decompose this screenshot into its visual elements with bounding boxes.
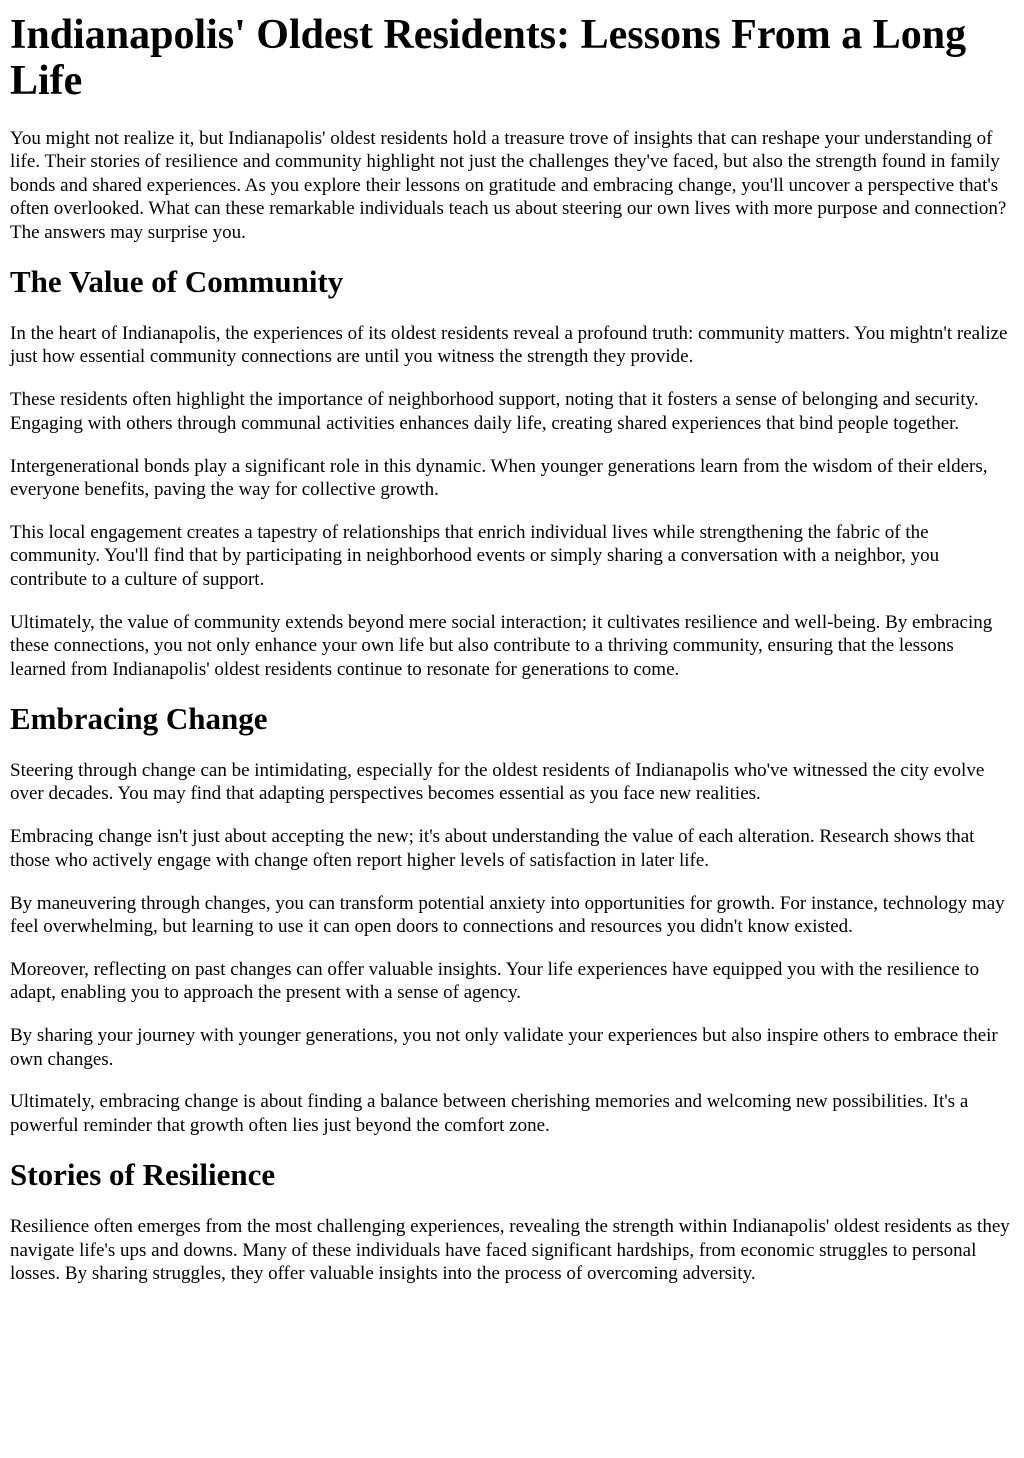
paragraph: Resilience often emerges from the most challenging experiences, revealing the strength within Indianapolis' oldest residents as they navigate life's ups and downs. Many of these individuals have faced significant hardships, from economic struggles to personal losses. By sharing struggles, they offer valuable insights into the process of overcoming adversity. bbox=[10, 1216, 1010, 1285]
paragraph: Moreover, reflecting on past changes can offer valuable insights. Your life experiences have equipped you with the resilience to adapt, enabling you to approach the present with a sense of agency. bbox=[10, 958, 980, 1004]
section-embracing-change bbox=[10, 701, 1014, 1137]
paragraph: By maneuvering through changes, you can transform potential anxiety into opportunities for growth. For instance, technology may feel overwhelming, but learning to use it can open doors to connections and resources you didn't know existed. bbox=[10, 892, 1005, 937]
paragraph: Intergenerational bonds play a significant role in this dynamic. When younger generations learn from the wisdom of their elders, everyone benefits, paving the way for collective growth. bbox=[10, 455, 988, 501]
section-value-of-community bbox=[10, 264, 1014, 681]
paragraph: Embracing change isn't just about accepting the new; it's about understanding the value of each alteration. Research shows that those who actively engage with change often report higher levels of satisfaction in later life. bbox=[10, 826, 975, 871]
paragraph: Steering through change can be intimidating, especially for the oldest residents of Indianapolis who've witnessed the city evolve over decades. You may find that adapting perspectives becomes essential as you face new realities. bbox=[10, 759, 985, 805]
paragraph: By sharing your journey with younger generations, you not only validate your experiences but also inspire others to embrace their own changes. bbox=[10, 1025, 998, 1070]
paragraph: Ultimately, embracing change is about finding a balance between cherishing memories and welcoming new possibilities. It's a powerful reminder that growth often lies just beyond the comfort zone. bbox=[10, 1091, 969, 1136]
article bbox=[0, 12, 1024, 1286]
section-heading: Stories of Resilience bbox=[10, 1157, 276, 1193]
paragraph: These residents often highlight the importance of neighborhood support, noting that it fosters a sense of belonging and security. Engaging with others through communal activities enhances daily life, creating shared experiences that bind people together. bbox=[10, 389, 979, 434]
section-heading: The Value of Community bbox=[10, 264, 344, 300]
section-stories-of-resilience bbox=[10, 1157, 1014, 1285]
paragraph: This local engagement creates a tapestry of relationships that enrich individual lives while strengthening the fabric of the community. You'll find that by participating in neighborhood events or simply sharing a conversation with a neighbor, you contribute to a culture of support. bbox=[10, 521, 940, 590]
article-title: Indianapolis' Oldest Residents: Lessons From a Long Life bbox=[10, 12, 967, 104]
paragraph: In the heart of Indianapolis, the experiences of its oldest residents reveal a profound truth: community matters. You mightn't realize just how essential community connections are until you witness the strength they provide. bbox=[10, 323, 1008, 368]
section-heading: Embracing Change bbox=[10, 700, 268, 736]
paragraph: Ultimately, the value of community extends beyond mere social interaction; it cultivates resilience and well-being. By embracing these connections, you not only enhance your own life but also contribute to a thriving community, ensuring that the lessons learned from Indianapolis' oldest residents continue to resonate for generations to come. bbox=[10, 611, 993, 680]
intro-paragraph: You might not realize it, but Indianapolis' oldest residents hold a treasure trove of insights that can reshape your understanding of life. Their stories of resilience and community highlight not just the challenges they've faced, but also the strength found in family bonds and shared experiences. As you explore their lessons on gratitude and embracing change, you'll uncover a perspective that's often overlooked. What can these remarkable individuals teach us about steering our own lives with more purpose and connection? The answers may surprise you. bbox=[10, 128, 1007, 243]
